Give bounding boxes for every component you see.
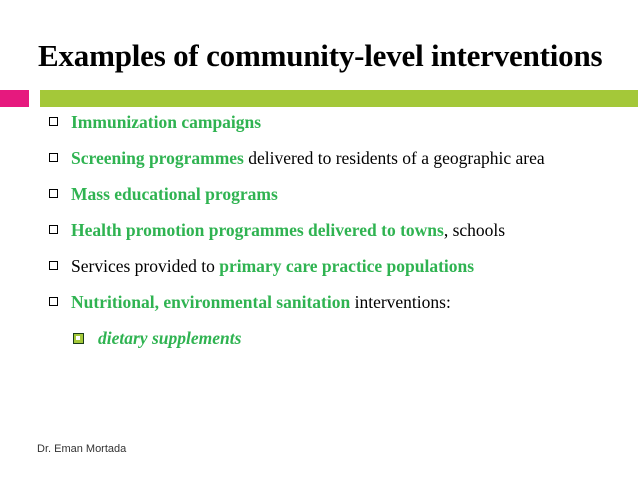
green-accent-bar [40, 90, 638, 107]
bullet-text [71, 144, 545, 172]
hollow-square-bullet-icon [49, 189, 58, 198]
bullet-after: interventions: [350, 292, 451, 312]
bullet-after: , schools [443, 220, 506, 240]
footer-author: Dr. Eman Mortada [37, 443, 127, 455]
bullet-item [48, 180, 633, 216]
bullet-text [71, 180, 278, 208]
bullet-highlight: Screening programmes [71, 148, 244, 168]
bullet-highlight: Health promotion programmes delivered to towns [71, 220, 444, 240]
bullet-item [48, 288, 633, 324]
hollow-square-bullet-icon [49, 117, 58, 126]
pink-accent-bar [0, 90, 29, 107]
bullet-item [48, 216, 633, 252]
bullet-text [71, 216, 505, 244]
hollow-square-bullet-icon [49, 153, 58, 162]
bullet-text [71, 288, 451, 316]
hollow-square-bullet-icon [49, 297, 58, 306]
hollow-square-bullet-icon [49, 225, 58, 234]
accent-bar-gap [29, 90, 40, 107]
bullet-highlight: Mass educational programs [71, 184, 278, 204]
slide-title: Examples of community-level interventions [38, 38, 603, 73]
bullet-before: Services provided to [71, 256, 220, 276]
bullet-item [48, 108, 633, 144]
bullet-item [48, 144, 633, 180]
bullet-highlight: Nutritional, environmental sanitation [71, 292, 351, 312]
bullet-text [71, 108, 261, 136]
bullet-highlight: Immunization campaigns [71, 112, 262, 132]
bullet-text [71, 252, 474, 280]
bullet-highlight: primary care practice populations [219, 256, 475, 276]
bullet-list [48, 108, 633, 360]
sub-bullet-text: dietary supplements [98, 328, 242, 348]
bullet-item [48, 252, 633, 288]
hollow-square-bullet-icon [49, 261, 58, 270]
green-square-bullet-icon [73, 333, 84, 344]
sub-bullet-item [48, 324, 633, 360]
bullet-after: delivered to residents of a geographic area [243, 148, 545, 168]
